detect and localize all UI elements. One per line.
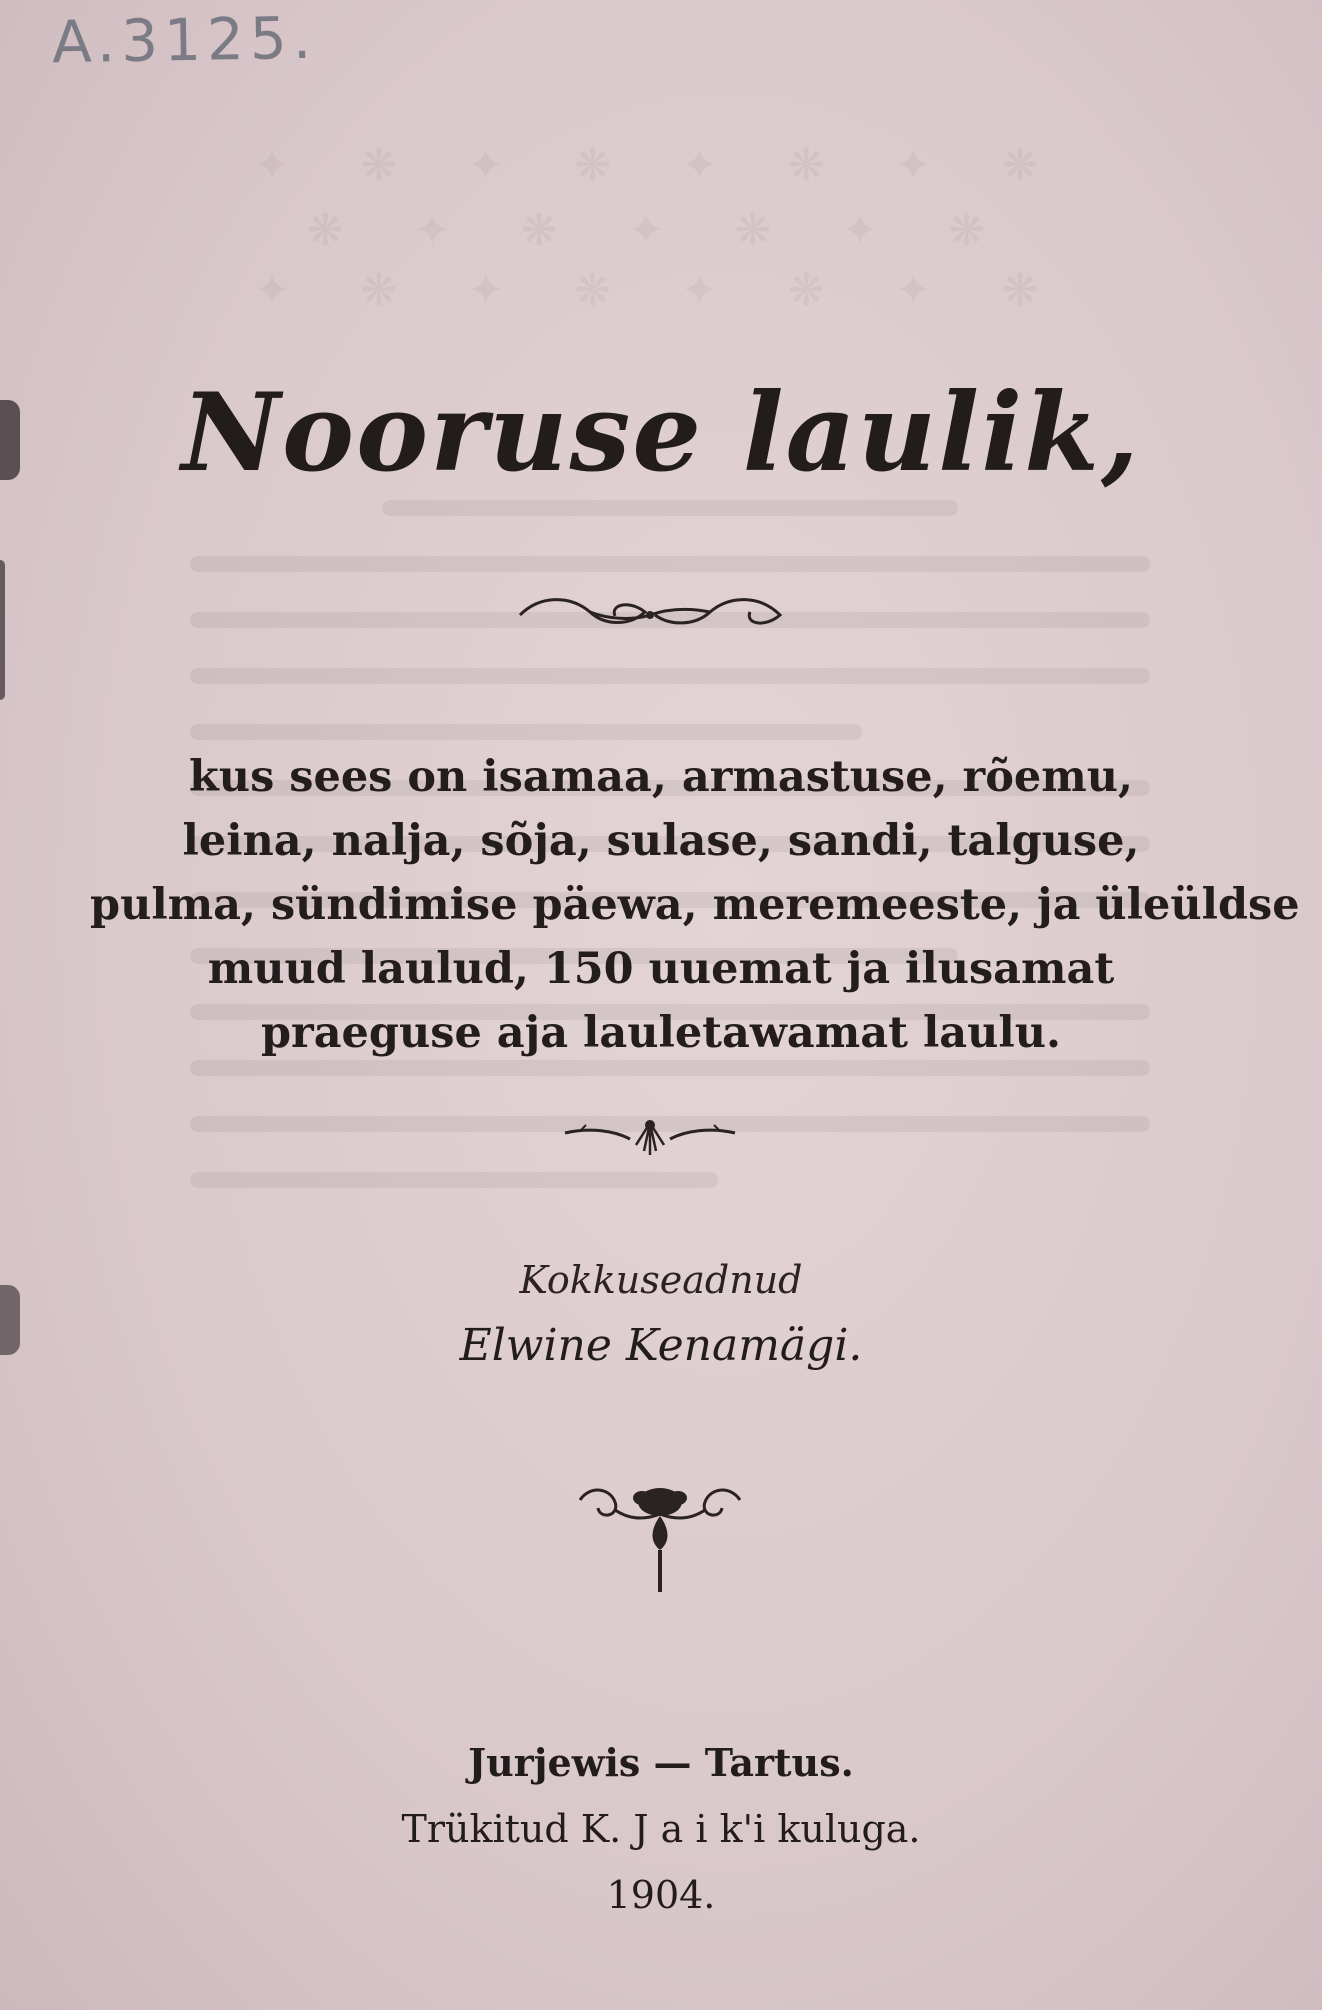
subtitle-line: pulma, sündimise päewa, meremeeste, ja üleüldse — [90, 880, 1300, 930]
floral-vignette-icon — [560, 1113, 740, 1163]
scroll-ornament-icon — [510, 590, 790, 640]
subtitle-line: leina, nalja, sõja, sulase, sandi, talguse, — [182, 816, 1140, 866]
author-name: Elwine Kenamägi. — [459, 1320, 863, 1371]
compiled-label: Kokkuseadnud — [519, 1258, 803, 1302]
shelfmark: A.3125. — [51, 3, 318, 77]
subtitle-line: praeguse aja lauletawamat laulu. — [260, 1008, 1062, 1058]
subtitle-line: kus sees on isamaa, armastuse, rõemu, — [189, 752, 1133, 802]
imprint-place: Jurjewis — Tartus. — [468, 1740, 854, 1785]
imprint-year: 1904. — [606, 1873, 716, 1917]
imprint-printer: Trükitud K. J a i k'i kuluga. — [401, 1807, 921, 1851]
subtitle-line: muud laulud, 150 uuemat ja ilusamat — [207, 944, 1115, 994]
show-through-ornament: ❋ ✦ ❋ ✦ ❋ ✦ ❋ — [307, 205, 1013, 256]
show-through-ornament: ✦ ❋ ✦ ❋ ✦ ❋ ✦ ❋ — [253, 265, 1067, 316]
binding-edge — [0, 560, 5, 700]
show-through-ornament: ✦ ❋ ✦ ❋ ✦ ❋ ✦ ❋ — [253, 140, 1067, 191]
subtitle — [90, 745, 1300, 1065]
book-title: Nooruse laulik, — [181, 370, 1141, 496]
imprint — [0, 1730, 1322, 1928]
fleuron-icon — [570, 1480, 750, 1600]
